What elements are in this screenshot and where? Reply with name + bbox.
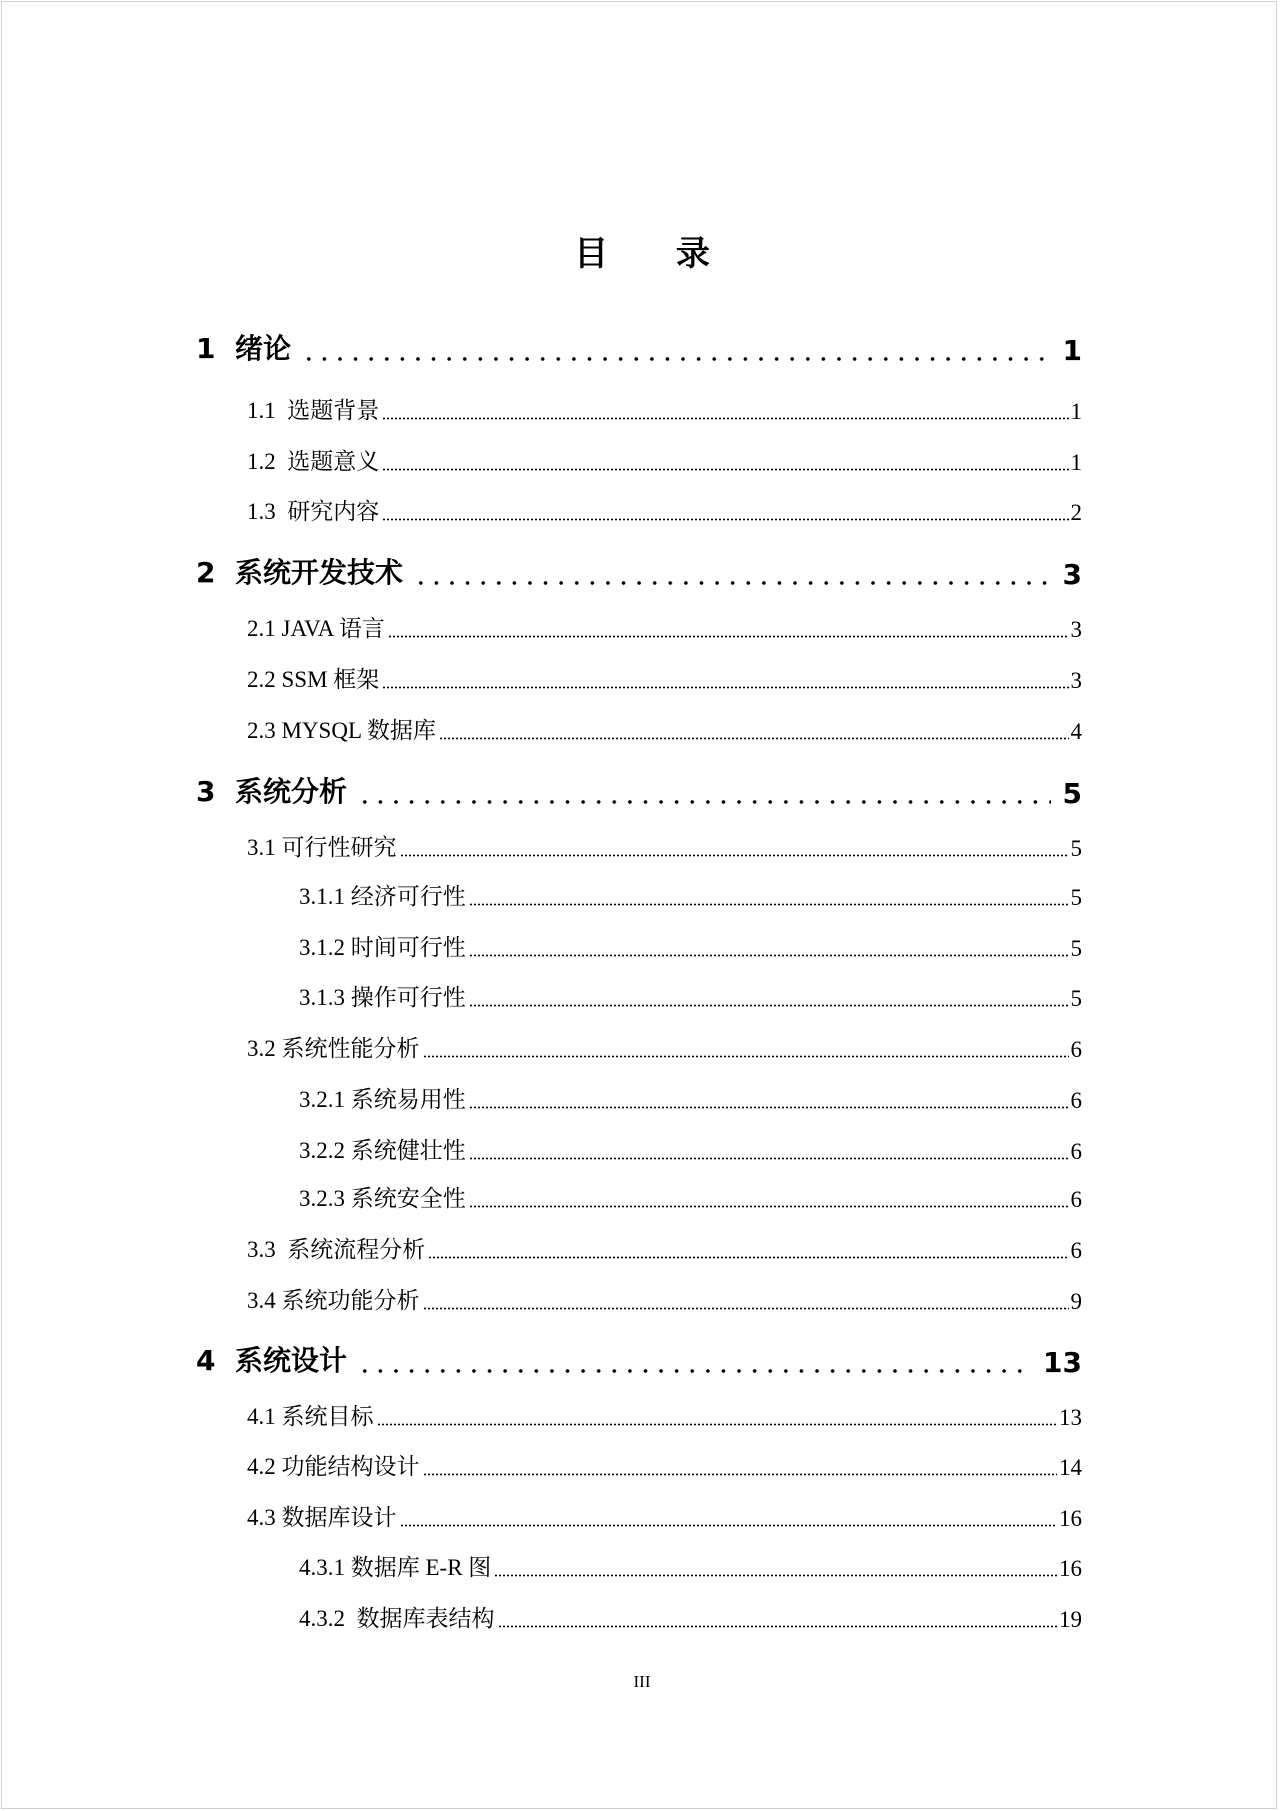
toc-entry[interactable] bbox=[247, 1282, 1082, 1315]
toc-entry[interactable] bbox=[299, 878, 1082, 911]
toc-entry[interactable] bbox=[299, 1132, 1082, 1165]
dot-leader bbox=[357, 800, 1051, 804]
toc-entry-label: 1.1 选题背景 bbox=[247, 398, 380, 423]
toc-entry-page: 13 bbox=[1043, 1346, 1082, 1379]
toc-entry-label: 1.3 研究内容 bbox=[247, 499, 380, 524]
toc-entry-label: 3.3 系统流程分析 bbox=[247, 1237, 426, 1262]
toc-entry-page: 1 bbox=[1070, 399, 1082, 424]
toc-entry-page: 3 bbox=[1070, 668, 1082, 693]
toc-entry[interactable] bbox=[247, 610, 1082, 643]
dot-leader bbox=[494, 1574, 1057, 1577]
dot-leader bbox=[423, 1055, 1069, 1058]
toc-entry-page: 5 bbox=[1062, 777, 1082, 810]
dot-leader bbox=[301, 357, 1051, 361]
dot-leader bbox=[469, 903, 1069, 906]
toc-entry[interactable] bbox=[196, 551, 1082, 591]
dot-leader bbox=[439, 737, 1069, 740]
toc-entry-page: 5 bbox=[1070, 986, 1082, 1011]
toc-entry[interactable] bbox=[247, 829, 1082, 862]
toc-entry-page: 2 bbox=[1070, 500, 1082, 525]
toc-entry[interactable] bbox=[247, 392, 1082, 425]
dot-leader bbox=[382, 468, 1068, 471]
toc-entry[interactable] bbox=[247, 493, 1082, 526]
toc-entry[interactable] bbox=[247, 1030, 1082, 1063]
dot-leader bbox=[428, 1256, 1068, 1259]
toc-entry-label: 2.1 JAVA 语言 bbox=[247, 616, 385, 641]
toc-entry-label: 2.3 MYSQL 数据库 bbox=[247, 718, 436, 743]
toc-entry-label: 3 系统分析 bbox=[196, 775, 347, 808]
toc-entry[interactable] bbox=[299, 979, 1082, 1012]
toc-entry[interactable] bbox=[299, 1081, 1082, 1114]
toc-entry-label: 3.2.2 系统健壮性 bbox=[299, 1138, 466, 1163]
dot-leader bbox=[469, 954, 1069, 957]
toc-entry-label: 3.1 可行性研究 bbox=[247, 835, 397, 860]
document-page bbox=[1, 1, 1277, 1809]
toc-entry-page: 3 bbox=[1062, 558, 1082, 591]
toc-entry[interactable] bbox=[247, 1499, 1082, 1532]
dot-leader bbox=[469, 1157, 1069, 1160]
toc-entry-label: 4.3 数据库设计 bbox=[247, 1505, 397, 1530]
toc-entry-page: 6 bbox=[1070, 1238, 1082, 1263]
toc-entry-page: 6 bbox=[1070, 1088, 1082, 1113]
dot-leader bbox=[382, 518, 1068, 521]
toc-entry-label: 3.4 系统功能分析 bbox=[247, 1288, 420, 1313]
dot-leader bbox=[382, 686, 1068, 689]
toc-entry[interactable] bbox=[196, 1339, 1082, 1379]
toc-entry-page: 14 bbox=[1059, 1455, 1082, 1480]
toc-entry-label: 1.2 选题意义 bbox=[247, 449, 380, 474]
toc-entry-page: 16 bbox=[1059, 1506, 1082, 1531]
dot-leader bbox=[469, 1004, 1069, 1007]
toc-entry-page: 19 bbox=[1059, 1607, 1082, 1632]
toc-entry[interactable] bbox=[247, 712, 1082, 745]
toc-entry[interactable] bbox=[247, 1231, 1082, 1264]
toc-entry-label: 4.3.1 数据库 E-R 图 bbox=[299, 1555, 492, 1580]
dot-leader bbox=[469, 1106, 1069, 1109]
toc-entry-page: 5 bbox=[1070, 936, 1082, 961]
dot-leader bbox=[357, 1369, 1031, 1373]
toc-entry-page: 6 bbox=[1070, 1187, 1082, 1212]
toc-entry-label: 4.3.2 数据库表结构 bbox=[299, 1606, 495, 1631]
toc-entry[interactable] bbox=[299, 1600, 1082, 1633]
toc-entry-label: 3.1.2 时间可行性 bbox=[299, 935, 466, 960]
toc-entry-label: 4.1 系统目标 bbox=[247, 1404, 374, 1429]
dot-leader bbox=[377, 1423, 1058, 1426]
toc-entry[interactable] bbox=[299, 1549, 1082, 1582]
toc-entry-page: 6 bbox=[1070, 1139, 1082, 1164]
dot-leader bbox=[400, 854, 1069, 857]
dot-leader bbox=[498, 1625, 1058, 1628]
toc-entry-page: 5 bbox=[1070, 836, 1082, 861]
toc-entry-page: 1 bbox=[1062, 334, 1082, 367]
toc-entry-page: 5 bbox=[1070, 885, 1082, 910]
dot-leader bbox=[413, 581, 1051, 585]
toc-entry-page: 1 bbox=[1070, 450, 1082, 475]
dot-leader bbox=[388, 635, 1069, 638]
toc-entry[interactable] bbox=[196, 770, 1082, 810]
dot-leader bbox=[423, 1473, 1058, 1476]
toc-entry-page: 16 bbox=[1059, 1556, 1082, 1581]
toc-entry-label: 3.1.1 经济可行性 bbox=[299, 884, 466, 909]
toc-entry-label: 4.2 功能结构设计 bbox=[247, 1454, 420, 1479]
toc-entry-label: 3.2.1 系统易用性 bbox=[299, 1087, 466, 1112]
toc-entry[interactable] bbox=[247, 1448, 1082, 1481]
toc-entry-label: 4 系统设计 bbox=[196, 1344, 347, 1377]
page-number: III bbox=[633, 1672, 651, 1691]
toc-entry-label: 1 绪论 bbox=[196, 332, 291, 365]
toc-entry-label: 2 系统开发技术 bbox=[196, 556, 403, 589]
toc-entry[interactable] bbox=[196, 327, 1082, 367]
toc-entry-page: 6 bbox=[1070, 1037, 1082, 1062]
toc-entry-page: 9 bbox=[1070, 1289, 1082, 1314]
toc-entry[interactable] bbox=[299, 929, 1082, 962]
toc-entry-page: 13 bbox=[1059, 1405, 1082, 1430]
toc-entry-page: 3 bbox=[1070, 617, 1082, 642]
toc-entry[interactable] bbox=[247, 443, 1082, 476]
toc-title: 目 录 bbox=[574, 234, 738, 274]
toc-entry-label: 3.2 系统性能分析 bbox=[247, 1036, 420, 1061]
toc-entry-label: 2.2 SSM 框架 bbox=[247, 667, 380, 692]
toc-entry[interactable] bbox=[247, 1398, 1082, 1431]
toc-entry-label: 3.2.3 系统安全性 bbox=[299, 1186, 466, 1211]
dot-leader bbox=[382, 417, 1068, 420]
dot-leader bbox=[400, 1524, 1058, 1527]
dot-leader bbox=[423, 1307, 1069, 1310]
toc-entry[interactable] bbox=[247, 661, 1082, 694]
toc-entry-page: 4 bbox=[1070, 719, 1082, 744]
dot-leader bbox=[469, 1205, 1069, 1208]
toc-entry[interactable] bbox=[299, 1180, 1082, 1213]
toc-entry-label: 3.1.3 操作可行性 bbox=[299, 985, 466, 1010]
